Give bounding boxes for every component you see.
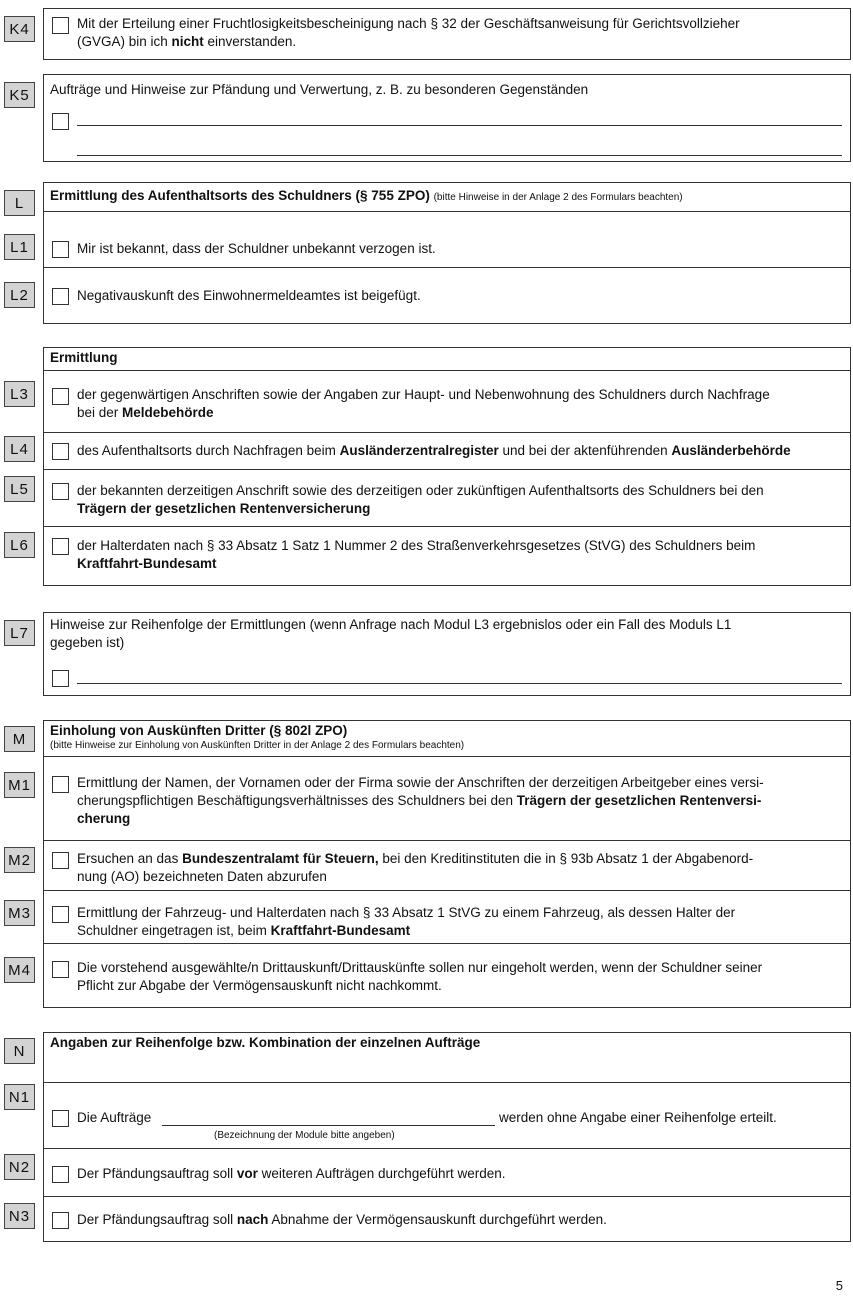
- m1-text: Ermittlung der Namen, der Vornamen oder der Firma sowie der Anschriften der derzeitigen Arbeitgeber eines versi- cherungspflichtigen Beschäftigungsverhältnisses des Schuldners bei den Trägern der gesetzlichen Rentenversi- cherung: [77, 775, 764, 826]
- page-number: 5: [835, 1278, 843, 1293]
- checkbox-l4[interactable]: [52, 443, 69, 460]
- n1-caption: (Bezeichnung der Module bitte angeben): [214, 1130, 395, 1141]
- module-tag-l3: L3: [4, 381, 35, 407]
- n2-text: Der Pfändungsauftrag soll vor weiteren Aufträgen durchgeführt werden.: [77, 1166, 506, 1181]
- divider: [44, 526, 850, 527]
- l-heading: Ermittlung des Aufenthaltsorts des Schuldners (§ 755 ZPO) (bitte Hinweise in der Anlage 2 des Formulars beachten): [50, 188, 683, 203]
- module-tag-n3: N3: [4, 1203, 35, 1229]
- l6-text: der Halterdaten nach § 33 Absatz 1 Satz 1 Nummer 2 des Straßenverkehrsgesetzes (StVG) des Schuldners beim Kraftfahrt-Bundesamt: [77, 538, 756, 571]
- k5-text: Aufträge und Hinweise zur Pfändung und Verwertung, z. B. zu besonderen Gegenständen: [50, 82, 589, 97]
- checkbox-l2[interactable]: [52, 288, 69, 305]
- checkbox-n2[interactable]: [52, 1166, 69, 1183]
- checkbox-k4[interactable]: [52, 17, 69, 34]
- divider: [44, 432, 850, 433]
- module-tag-l5: L5: [4, 476, 35, 502]
- m4-text: Die vorstehend ausgewählte/n Drittauskunft/Drittauskünfte sollen nur eingeholt werden, wenn der Schuldner seiner Pflicht zur Abgabe der Vermögensauskunft nicht nachkommt.: [77, 960, 763, 993]
- module-tag-n: N: [4, 1038, 35, 1064]
- section-k5: [43, 74, 851, 162]
- checkbox-l6[interactable]: [52, 538, 69, 555]
- l5-text: der bekannten derzeitigen Anschrift sowie des derzeitigen oder zukünftigen Aufenthaltsorts des Schuldners bei den Trägern der gesetzlichen Rentenversicherung: [77, 483, 764, 516]
- section-n: [43, 1032, 851, 1242]
- module-tag-l7: L7: [4, 620, 35, 646]
- m2-text: Ersuchen an das Bundeszentralamt für Steuern, bei den Kreditinstituten die in § 93b Absatz 1 der Abgabenord- nung (AO) bezeichneten Daten abzurufen: [77, 851, 754, 884]
- divider: [44, 943, 850, 944]
- l7-input-line[interactable]: [77, 683, 842, 684]
- divider: [44, 1148, 850, 1149]
- checkbox-l7[interactable]: [52, 670, 69, 687]
- module-tag-m2: M2: [4, 847, 35, 873]
- l2-text: Negativauskunft des Einwohnermeldeamtes ist beigefügt.: [77, 288, 421, 303]
- checkbox-l3[interactable]: [52, 388, 69, 405]
- n1-modules-input[interactable]: [162, 1125, 495, 1126]
- l3-text: der gegenwärtigen Anschriften sowie der Angaben zur Haupt- und Nebenwohnung des Schuldners durch Nachfrage bei der Meldebehörde: [77, 387, 770, 420]
- k4-text: Mit der Erteilung einer Fruchtlosigkeitsbescheinigung nach § 32 der Geschäftsanweisung für Gerichtsvollzieher (GVGA) bin ich nicht einverstanden.: [77, 16, 740, 49]
- l4-text: des Aufenthaltsorts durch Nachfragen beim Ausländerzentralregister und bei der aktenführenden Ausländerbehörde: [77, 443, 791, 458]
- checkbox-m3[interactable]: [52, 906, 69, 923]
- module-tag-m1: M1: [4, 772, 35, 798]
- module-tag-n2: N2: [4, 1154, 35, 1180]
- section-k4: [43, 8, 851, 60]
- section-ermittlung: [43, 347, 851, 586]
- m3-text: Ermittlung der Fahrzeug- und Halterdaten nach § 33 Absatz 1 StVG zu einem Fahrzeug, als dessen Halter der Schuldner eingetragen ist, beim Kraftfahrt-Bundesamt: [77, 905, 736, 938]
- ermittlung-heading: Ermittlung: [50, 350, 118, 365]
- checkbox-m2[interactable]: [52, 852, 69, 869]
- module-tag-l2: L2: [4, 282, 35, 308]
- n1-pre-text: Die Aufträge: [77, 1110, 152, 1125]
- module-tag-l4: L4: [4, 436, 35, 462]
- k5-input-line-2[interactable]: [77, 155, 842, 156]
- module-tag-l1: L1: [4, 234, 35, 260]
- module-tag-n1: N1: [4, 1084, 35, 1110]
- divider: [44, 469, 850, 470]
- section-m: [43, 720, 851, 1008]
- n-heading: Angaben zur Reihenfolge bzw. Kombination der einzelnen Aufträge: [50, 1035, 481, 1050]
- module-tag-m3: M3: [4, 900, 35, 926]
- section-l7: [43, 612, 851, 696]
- n1-post-text: werden ohne Angabe einer Reihenfolge erteilt.: [499, 1110, 777, 1125]
- l7-text: Hinweise zur Reihenfolge der Ermittlungen (wenn Anfrage nach Modul L3 ergebnislos oder ein Fall des Moduls L1 gegeben ist): [50, 617, 732, 650]
- checkbox-m1[interactable]: [52, 776, 69, 793]
- module-tag-m4: M4: [4, 957, 35, 983]
- section-l: [43, 182, 851, 324]
- checkbox-l1[interactable]: [52, 241, 69, 258]
- module-tag-k4: K4: [4, 16, 35, 42]
- m-heading: Einholung von Auskünften Dritter (§ 802l ZPO) (bitte Hinweise zur Einholung von Auskünften Dritter in der Anlage 2 des Formulars beachten): [50, 723, 465, 751]
- checkbox-l5[interactable]: [52, 483, 69, 500]
- module-tag-l6: L6: [4, 532, 35, 558]
- n3-text: Der Pfändungsauftrag soll nach Abnahme der Vermögensauskunft durchgeführt werden.: [77, 1212, 607, 1227]
- divider: [44, 1082, 850, 1083]
- checkbox-m4[interactable]: [52, 961, 69, 978]
- divider: [44, 211, 850, 212]
- checkbox-n3[interactable]: [52, 1212, 69, 1229]
- divider: [44, 840, 850, 841]
- module-tag-l: L: [4, 190, 35, 216]
- checkbox-n1[interactable]: [52, 1110, 69, 1127]
- divider: [44, 756, 850, 757]
- module-tag-m: M: [4, 726, 35, 752]
- divider: [44, 267, 850, 268]
- checkbox-k5[interactable]: [52, 113, 69, 130]
- divider: [44, 1196, 850, 1197]
- l1-text: Mir ist bekannt, dass der Schuldner unbekannt verzogen ist.: [77, 241, 436, 256]
- module-tag-k5: K5: [4, 82, 35, 108]
- divider: [44, 890, 850, 891]
- divider: [44, 370, 850, 371]
- k5-input-line-1[interactable]: [77, 125, 842, 126]
